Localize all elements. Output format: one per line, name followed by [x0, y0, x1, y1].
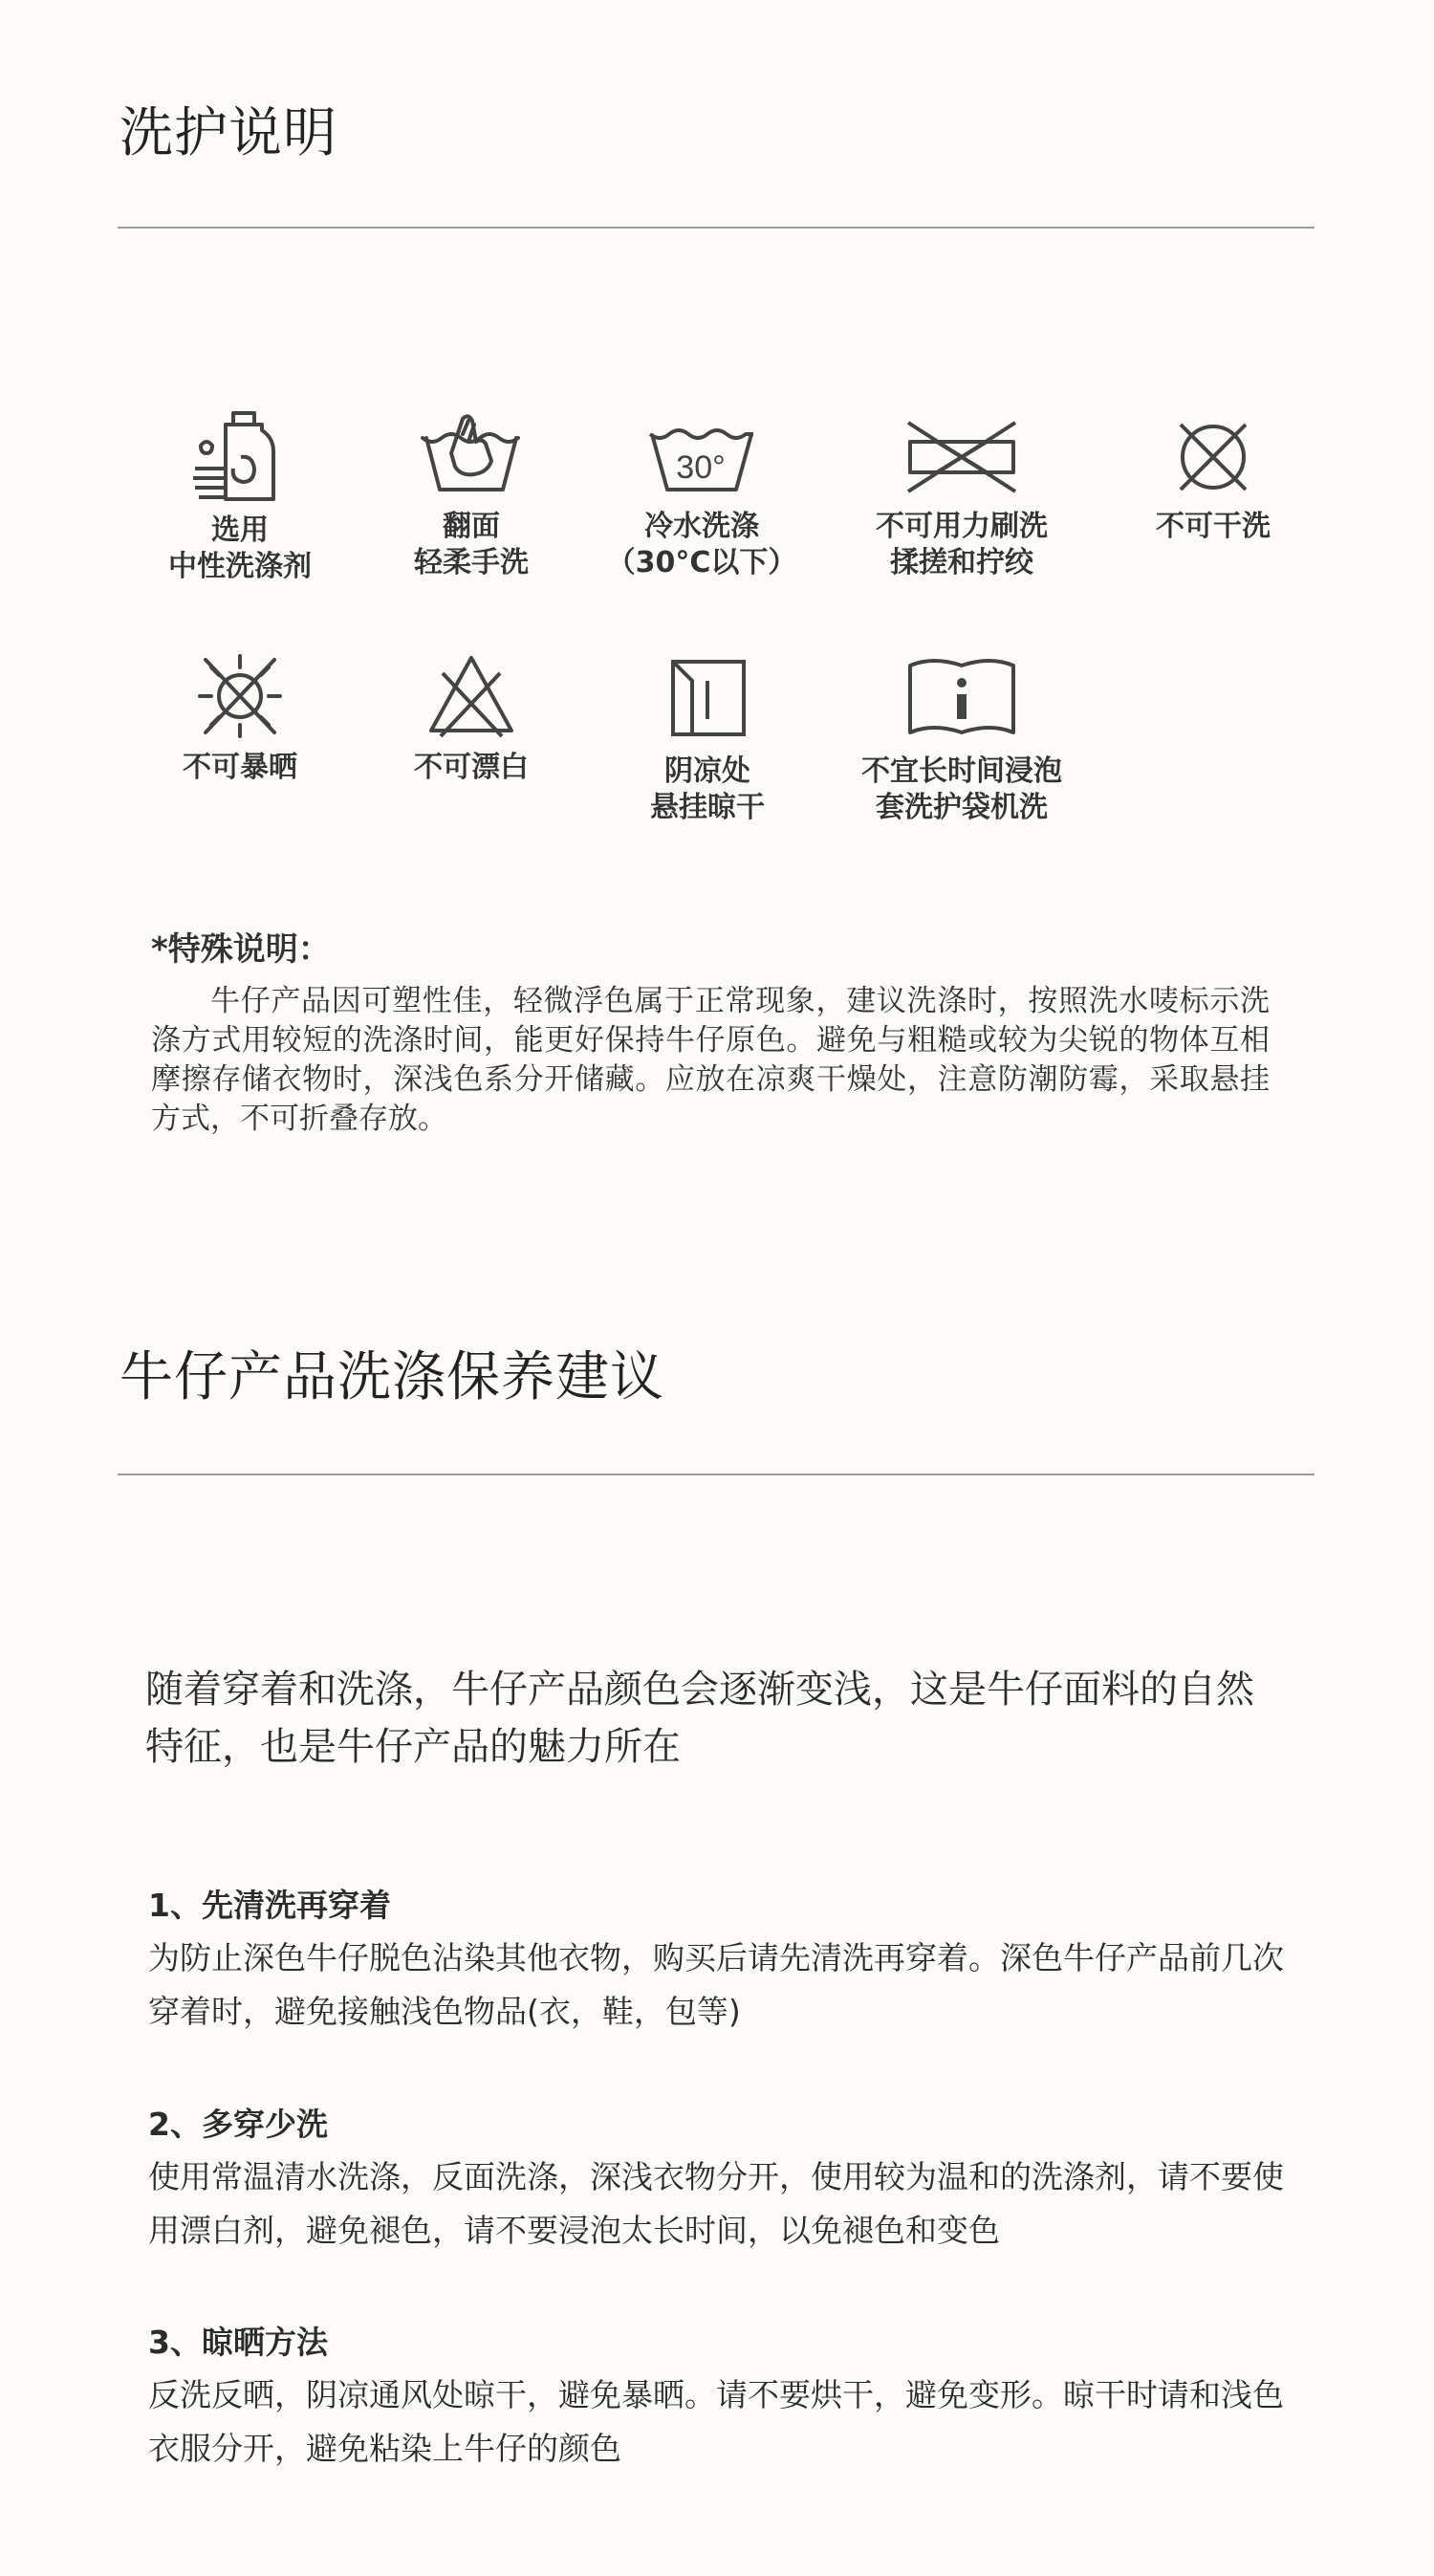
tip-body: 为防止深色牛仔脱色沾染其他衣物，购买后请先清洗再穿着。深色牛仔产品前几次穿着时，避免接触浅色物品(衣，鞋，包等): [148, 1939, 1284, 2030]
care-icon-hand-wash: [357, 409, 586, 581]
care-icon-detergent: [125, 409, 355, 585]
wash-temp-text: 30°: [676, 449, 726, 486]
advice-tip-1: [148, 1881, 1295, 2039]
advice-section-title: 牛仔产品洗涤保养建议: [120, 1346, 664, 1408]
special-note-body: 牛仔产品因可塑性佳，轻微浮色属于正常现象，建议洗涤时，按照洗水唛标示洗涤方式用较短的洗涤时间，能更好保持牛仔原色。避免与粗糙或较为尖锐的物体互相摩擦存储衣物时，深浅色系分开储藏。应放在凉爽干燥处，注意防潮防霉，采取悬挂方式，不可折叠存放。: [151, 984, 1270, 1136]
icon-label: 不可用力刷洗 揉搓和拧绞: [876, 510, 1048, 579]
care-icon-no-dry-clean: [1098, 409, 1328, 545]
wash-30-icon: [646, 409, 757, 501]
no-sun-icon: [192, 650, 288, 742]
icon-label: 冷水洗涤 （30°C以下）: [606, 510, 797, 579]
care-section-title: 洗护说明: [120, 102, 337, 164]
care-icon-no-sun: [125, 650, 355, 786]
special-note-title: *特殊说明：: [151, 930, 331, 969]
icon-label: 翻面 轻柔手洗: [414, 510, 529, 579]
icon-label: 不可暴晒: [183, 751, 297, 784]
tip-body: 反洗反晒，阴凉通风处晾干，避免暴晒。请不要烘干，避免变形。晾干时请和浅色衣服分开，避免粘染上牛仔的颜色: [148, 2376, 1284, 2467]
icon-label: 不可干洗: [1156, 510, 1271, 543]
care-icon-shade-dry: [593, 650, 822, 826]
info-book-icon: [904, 650, 1019, 746]
care-icon-wash-30: [587, 409, 816, 581]
icon-label: 阴凉处 悬挂晾干: [650, 754, 765, 824]
tip-title: 3、晾晒方法: [148, 2324, 328, 2361]
detergent-bottle-icon: [187, 409, 293, 505]
advice-tip-2: [148, 2100, 1295, 2258]
care-icon-info: [847, 650, 1076, 826]
advice-tip-3: [148, 2318, 1295, 2476]
hand-wash-icon: [419, 409, 524, 501]
icon-label: 不可漂白: [414, 751, 529, 784]
advice-intro: 随着穿着和洗涤，牛仔产品颜色会逐渐变浅，这是牛仔面料的自然特征，也是牛仔产品的魅力所在: [145, 1668, 1254, 1769]
no-brush-icon: [904, 409, 1019, 501]
icon-label: 选用 中性洗涤剂: [168, 513, 312, 583]
advice-section-divider: [118, 1474, 1314, 1475]
tip-title: 2、多穿少洗: [148, 2106, 328, 2143]
no-dry-clean-icon: [1167, 409, 1259, 501]
care-icon-no-brush: [847, 409, 1076, 581]
tip-body: 使用常温清水洗涤，反面洗涤，深浅衣物分开，使用较为温和的洗涤剂，请不要使用漂白剂，避免褪色，请不要浸泡太长时间，以免褪色和变色: [148, 2158, 1284, 2249]
care-icon-no-bleach: [357, 650, 586, 786]
tip-title: 1、先清洗再穿着: [148, 1887, 391, 1924]
no-bleach-icon: [424, 650, 519, 742]
shade-hang-dry-icon: [660, 650, 755, 746]
icon-label: 不宜长时间浸泡 套洗护袋机洗: [861, 754, 1062, 824]
care-section-divider: [118, 227, 1314, 229]
